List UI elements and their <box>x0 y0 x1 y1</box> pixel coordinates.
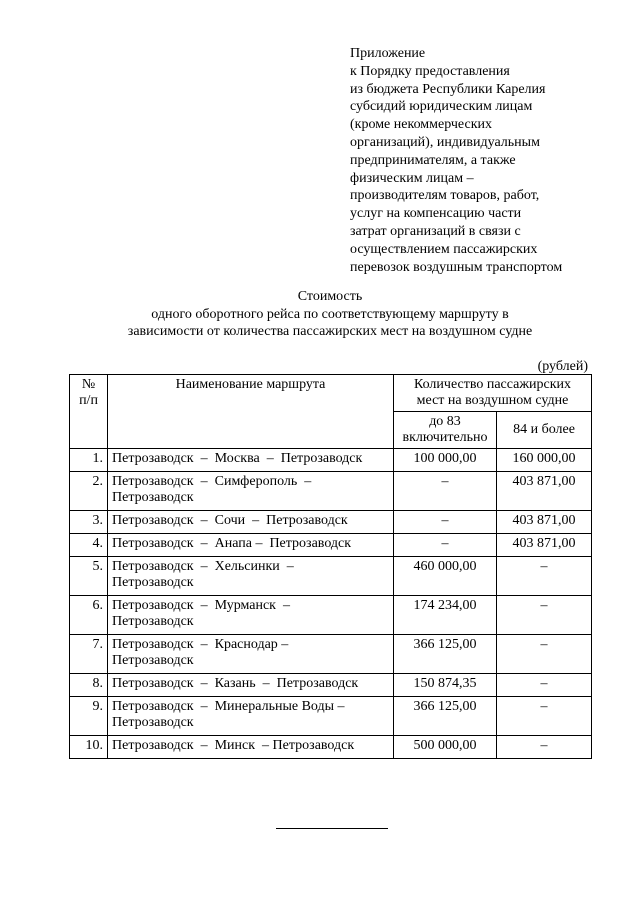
cost-84-and-more: – <box>497 674 592 697</box>
route-name-line-1: Петрозаводск – Минеральные Воды – <box>112 699 345 714</box>
row-number: 8. <box>70 674 108 697</box>
cost-up-to-83: 500 000,00 <box>394 736 497 759</box>
table-row <box>70 534 592 557</box>
currency-unit: (рублей) <box>537 359 588 374</box>
cost-up-to-83: – <box>394 472 497 511</box>
row-number: 3. <box>70 511 108 534</box>
cost-84-and-more: 403 871,00 <box>497 472 592 511</box>
route-name <box>108 674 394 697</box>
appendix-line: осуществлением пассажирских <box>350 241 538 257</box>
appendix-line: организаций), индивидуальным <box>350 134 540 150</box>
route-name-line-1: Петрозаводск – Минск – Петрозаводск <box>112 738 355 753</box>
route-name-line-1: Петрозаводск – Краснодар – <box>112 637 289 652</box>
table-row <box>70 472 592 511</box>
appendix-line: Приложение <box>350 46 426 61</box>
header-route: Наименование маршрута <box>108 375 394 449</box>
row-number: 6. <box>70 596 108 635</box>
cost-up-to-83: 100 000,00 <box>394 449 497 472</box>
route-name-line-1: Петрозаводск – Анапа – Петрозаводск <box>112 536 352 551</box>
header-up-to-83-line-2: включительно <box>402 430 488 445</box>
table-row <box>70 674 592 697</box>
route-name <box>108 472 394 511</box>
route-name <box>108 511 394 534</box>
route-name <box>108 557 394 596</box>
cost-up-to-83: – <box>394 534 497 557</box>
title-heading: Стоимость <box>297 289 363 304</box>
route-name-line-1: Петрозаводск – Мурманск – <box>112 598 290 613</box>
header-up-to-83 <box>394 412 497 449</box>
row-number: 2. <box>70 472 108 511</box>
appendix-line: субсидий юридическим лицам <box>350 99 533 115</box>
header-seat-count-line-1: Количество пассажирских <box>413 377 572 392</box>
route-name-line-1: Петрозаводск – Сочи – Петрозаводск <box>112 513 348 528</box>
row-number: 1. <box>70 449 108 472</box>
row-number: 9. <box>70 697 108 736</box>
appendix-line: предпринимателям, а также <box>350 152 516 168</box>
table-row <box>70 449 592 472</box>
route-name-line-2: Петрозаводск <box>112 575 194 590</box>
cost-84-and-more: – <box>497 697 592 736</box>
cost-up-to-83: 366 125,00 <box>394 635 497 674</box>
cost-84-and-more: – <box>497 557 592 596</box>
cost-84-and-more: 403 871,00 <box>497 534 592 557</box>
cost-up-to-83: 366 125,00 <box>394 697 497 736</box>
route-name <box>108 635 394 674</box>
header-up-to-83-line-1: до 83 <box>429 414 461 429</box>
table-row <box>70 736 592 759</box>
route-name <box>108 736 394 759</box>
route-name-line-2: Петрозаводск <box>112 653 194 668</box>
table-row <box>70 635 592 674</box>
table-row <box>70 511 592 534</box>
appendix-line: услуг на компенсацию части <box>350 206 522 222</box>
title-line-2: зависимости от количества пассажирских мест на воздушном судне <box>127 324 533 339</box>
document-title <box>40 288 620 341</box>
appendix-line: к Порядку предоставления <box>350 63 510 79</box>
title-line-1: одного оборотного рейса по соответствующему маршруту в <box>151 306 509 322</box>
route-name-line-1: Петрозаводск – Хельсинки – <box>112 559 294 574</box>
row-number: 7. <box>70 635 108 674</box>
cost-up-to-83: 460 000,00 <box>394 557 497 596</box>
row-number: 10. <box>70 736 108 759</box>
header-84-and-more: 84 и более <box>497 412 592 449</box>
cost-84-and-more: – <box>497 596 592 635</box>
header-number <box>70 375 108 449</box>
appendix-line: затрат организаций в связи с <box>350 223 521 239</box>
cost-84-and-more: 403 871,00 <box>497 511 592 534</box>
table-row <box>70 697 592 736</box>
end-rule <box>276 828 388 829</box>
appendix-line: из бюджета Республики Карелия <box>350 81 546 97</box>
cost-up-to-83: 150 874,35 <box>394 674 497 697</box>
appendix-line: физическим лицам – <box>350 170 474 186</box>
route-name <box>108 534 394 557</box>
routes-cost-table <box>69 374 592 759</box>
table-row <box>70 596 592 635</box>
cost-84-and-more: – <box>497 635 592 674</box>
cost-84-and-more: 160 000,00 <box>497 449 592 472</box>
appendix-line: производителям товаров, работ, <box>350 188 540 204</box>
header-number-abbr: п/п <box>79 393 98 408</box>
cost-up-to-83: – <box>394 511 497 534</box>
cost-84-and-more: – <box>497 736 592 759</box>
route-name <box>108 449 394 472</box>
row-number: 4. <box>70 534 108 557</box>
route-name-line-2: Петрозаводск <box>112 715 194 730</box>
row-number: 5. <box>70 557 108 596</box>
table-row <box>70 557 592 596</box>
route-name-line-1: Петрозаводск – Казань – Петрозаводск <box>112 676 359 691</box>
route-name-line-1: Петрозаводск – Москва – Петрозаводск <box>112 451 363 466</box>
cost-up-to-83: 174 234,00 <box>394 596 497 635</box>
appendix-line: перевозок воздушным транспортом <box>350 259 563 275</box>
header-number-symbol: № <box>81 377 96 392</box>
header-seat-count-line-2: мест на воздушном судне <box>416 393 569 408</box>
route-name-line-2: Петрозаводск <box>112 614 194 629</box>
route-name-line-2: Петрозаводск <box>112 490 194 505</box>
route-name-line-1: Петрозаводск – Симферополь – <box>112 474 312 489</box>
header-seat-count <box>394 375 592 412</box>
appendix-line: (кроме некоммерческих <box>350 117 492 133</box>
route-name <box>108 697 394 736</box>
route-name <box>108 596 394 635</box>
appendix-note <box>350 45 620 276</box>
